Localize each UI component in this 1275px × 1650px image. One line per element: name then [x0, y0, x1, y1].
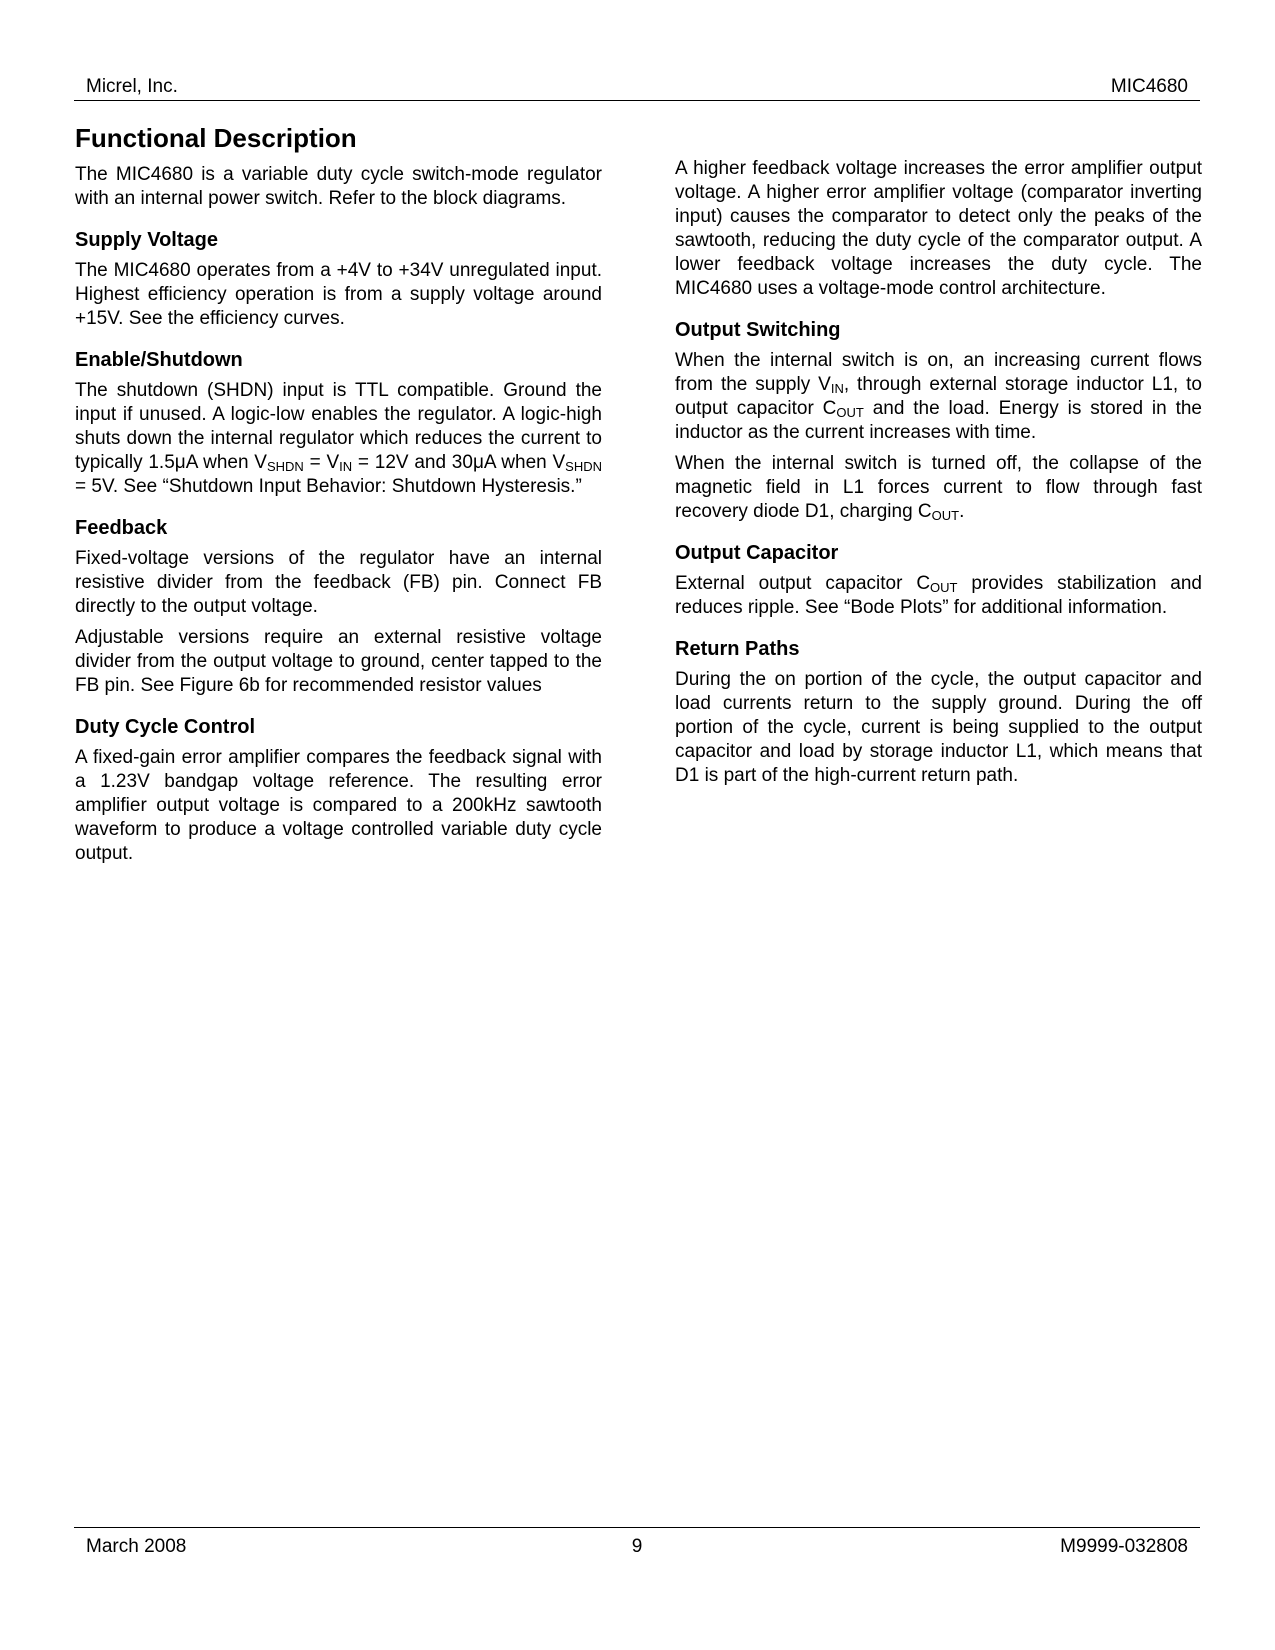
intro-paragraph: The MIC4680 is a variable duty cycle switch-mode regulator with an internal power switch. Refer to the block diagrams.	[75, 164, 602, 209]
output-switching-paragraph-1: When the internal switch is on, an increasing current flows from the supply $V_{IN}$, through external storage inductor L1, to output capacitor $C_{OUT}$ and the load. Energy is stored in the inductor as the current increases with time.	[675, 350, 1202, 443]
left-column	[75, 121, 602, 873]
output-capacitor-heading: Output Capacitor	[675, 542, 839, 564]
page-footer	[74, 1527, 1200, 1558]
supply-voltage-paragraph: The MIC4680 operates from a +4V to +34V unregulated input. Highest efficiency operation is from a supply voltage around +15V. See the efficiency curves.	[75, 260, 602, 329]
page-header	[74, 74, 1200, 101]
enable-shutdown-paragraph: The shutdown (SHDN) input is TTL compatible. Ground the input if unused. A logic-low enables the regulator. A logic-high shuts down the internal regulator which reduces the current to typically 1.5μA when $V_{SHDN} = V_{IN} = 12V$ and 30μA when $V_{SHDN} = 5V$. See “Shutdown Input Behavior: Shutdown Hysteresis.”	[75, 380, 602, 497]
page-number: 9	[631, 1536, 643, 1557]
feedback-heading: Feedback	[75, 517, 168, 539]
duty-cycle-heading: Duty Cycle Control	[75, 716, 256, 738]
footer-document-id: M9999-032808	[1060, 1536, 1188, 1557]
feedback-paragraph-1: Fixed-voltage versions of the regulator have an internal resistive divider from the feedback (FB) pin. Connect FB directly to the output voltage.	[75, 548, 602, 617]
output-switching-paragraph-2: When the internal switch is turned off, the collapse of the magnetic field in L1 forces current to flow through fast recovery diode D1, charging $C_{OUT}$.	[675, 453, 1202, 523]
output-capacitor-paragraph: External output capacitor $C_{OUT}$ provides stabilization and reduces ripple. See “Bode Plots” for additional information.	[675, 573, 1202, 618]
enable-shutdown-heading: Enable/Shutdown	[75, 349, 243, 371]
duty-cycle-paragraph-1: A fixed-gain error amplifier compares the feedback signal with a 1.23V bandgap voltage reference. The resulting error amplifier output voltage is compared to a 200kHz sawtooth waveform to produce a voltage controlled variable duty cycle output.	[75, 747, 602, 864]
return-paths-heading: Return Paths	[675, 638, 800, 660]
return-paths-paragraph: During the on portion of the cycle, the output capacitor and load currents return to the supply ground. During the off portion of the cycle, current is being supplied to the output capacitor and load by storage inductor L1, which means that D1 is part of the high-current return path.	[675, 669, 1202, 786]
right-column	[675, 157, 1202, 795]
header-part-number: MIC4680	[1110, 76, 1188, 97]
duty-cycle-paragraph-2: A higher feedback voltage increases the error amplifier output voltage. A higher error amplifier voltage (comparator inverting input) causes the comparator to detect only the peaks of the sawtooth, reducing the duty cycle of the comparator output. A lower feedback voltage increases the duty cycle. The MIC4680 uses a voltage-mode control architecture.	[675, 158, 1202, 299]
page-title: Functional Description	[75, 123, 357, 153]
supply-voltage-heading: Supply Voltage	[75, 229, 218, 251]
header-company: Micrel, Inc.	[86, 76, 178, 97]
feedback-paragraph-2: Adjustable versions require an external resistive voltage divider from the output voltage to ground, center tapped to the FB pin. See Figure 6b for recommended resistor values	[75, 627, 602, 696]
footer-date: March 2008	[86, 1536, 187, 1557]
output-switching-heading: Output Switching	[675, 319, 841, 341]
